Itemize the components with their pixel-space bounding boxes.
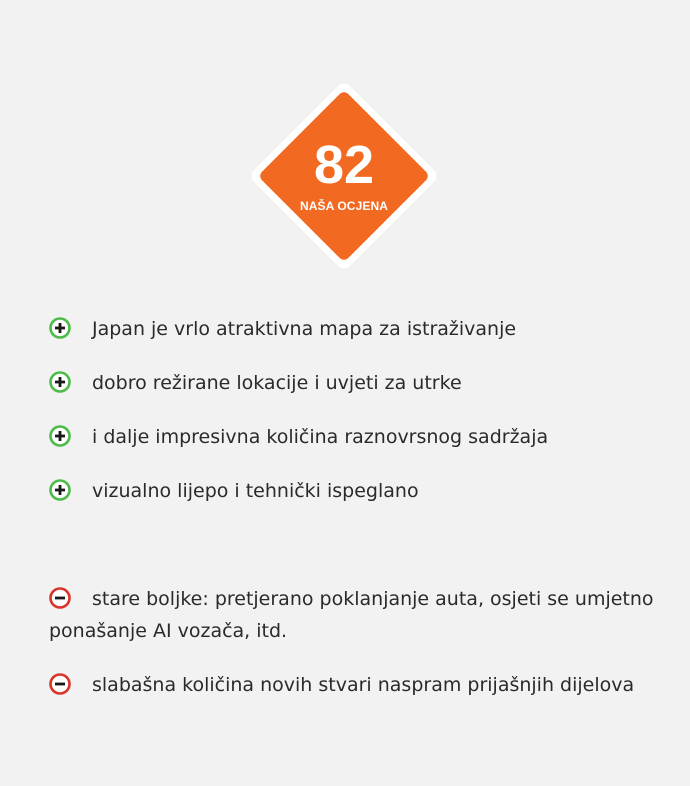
pro-item [49,475,659,507]
cons-list [49,583,659,723]
pro-item-text: dobro režirane lokacije i uvjeti za utrke [92,372,462,394]
pro-item [49,313,659,345]
plus-circle-icon [49,479,71,501]
pro-item-text: Japan je vrlo atraktivna mapa za istraživanje [92,318,517,340]
score-label: NAŠA OCJENA [299,199,388,213]
minus-circle-icon [49,587,71,609]
plus-circle-icon [49,317,71,339]
score-value: 82 [313,135,375,195]
pro-item-text: vizualno lijepo i tehnički ispeglano [92,480,419,502]
pro-item [49,421,659,453]
pros-list [49,313,659,529]
con-item [49,583,659,647]
score-badge [249,81,439,271]
con-item-text: slabašna količina novih stvari naspram prijašnjih dijelova [92,674,635,696]
pro-item-text: i dalje impresivna količina raznovrsnog sadržaja [92,426,549,448]
plus-circle-icon [49,371,71,393]
con-item-text: stare boljke: pretjerano poklanjanje auta, osjeti se umjetno ponašanje AI vozača, itd. [49,588,654,642]
plus-circle-icon [49,425,71,447]
pro-item [49,367,659,399]
minus-circle-icon [49,673,71,695]
con-item [49,669,659,701]
